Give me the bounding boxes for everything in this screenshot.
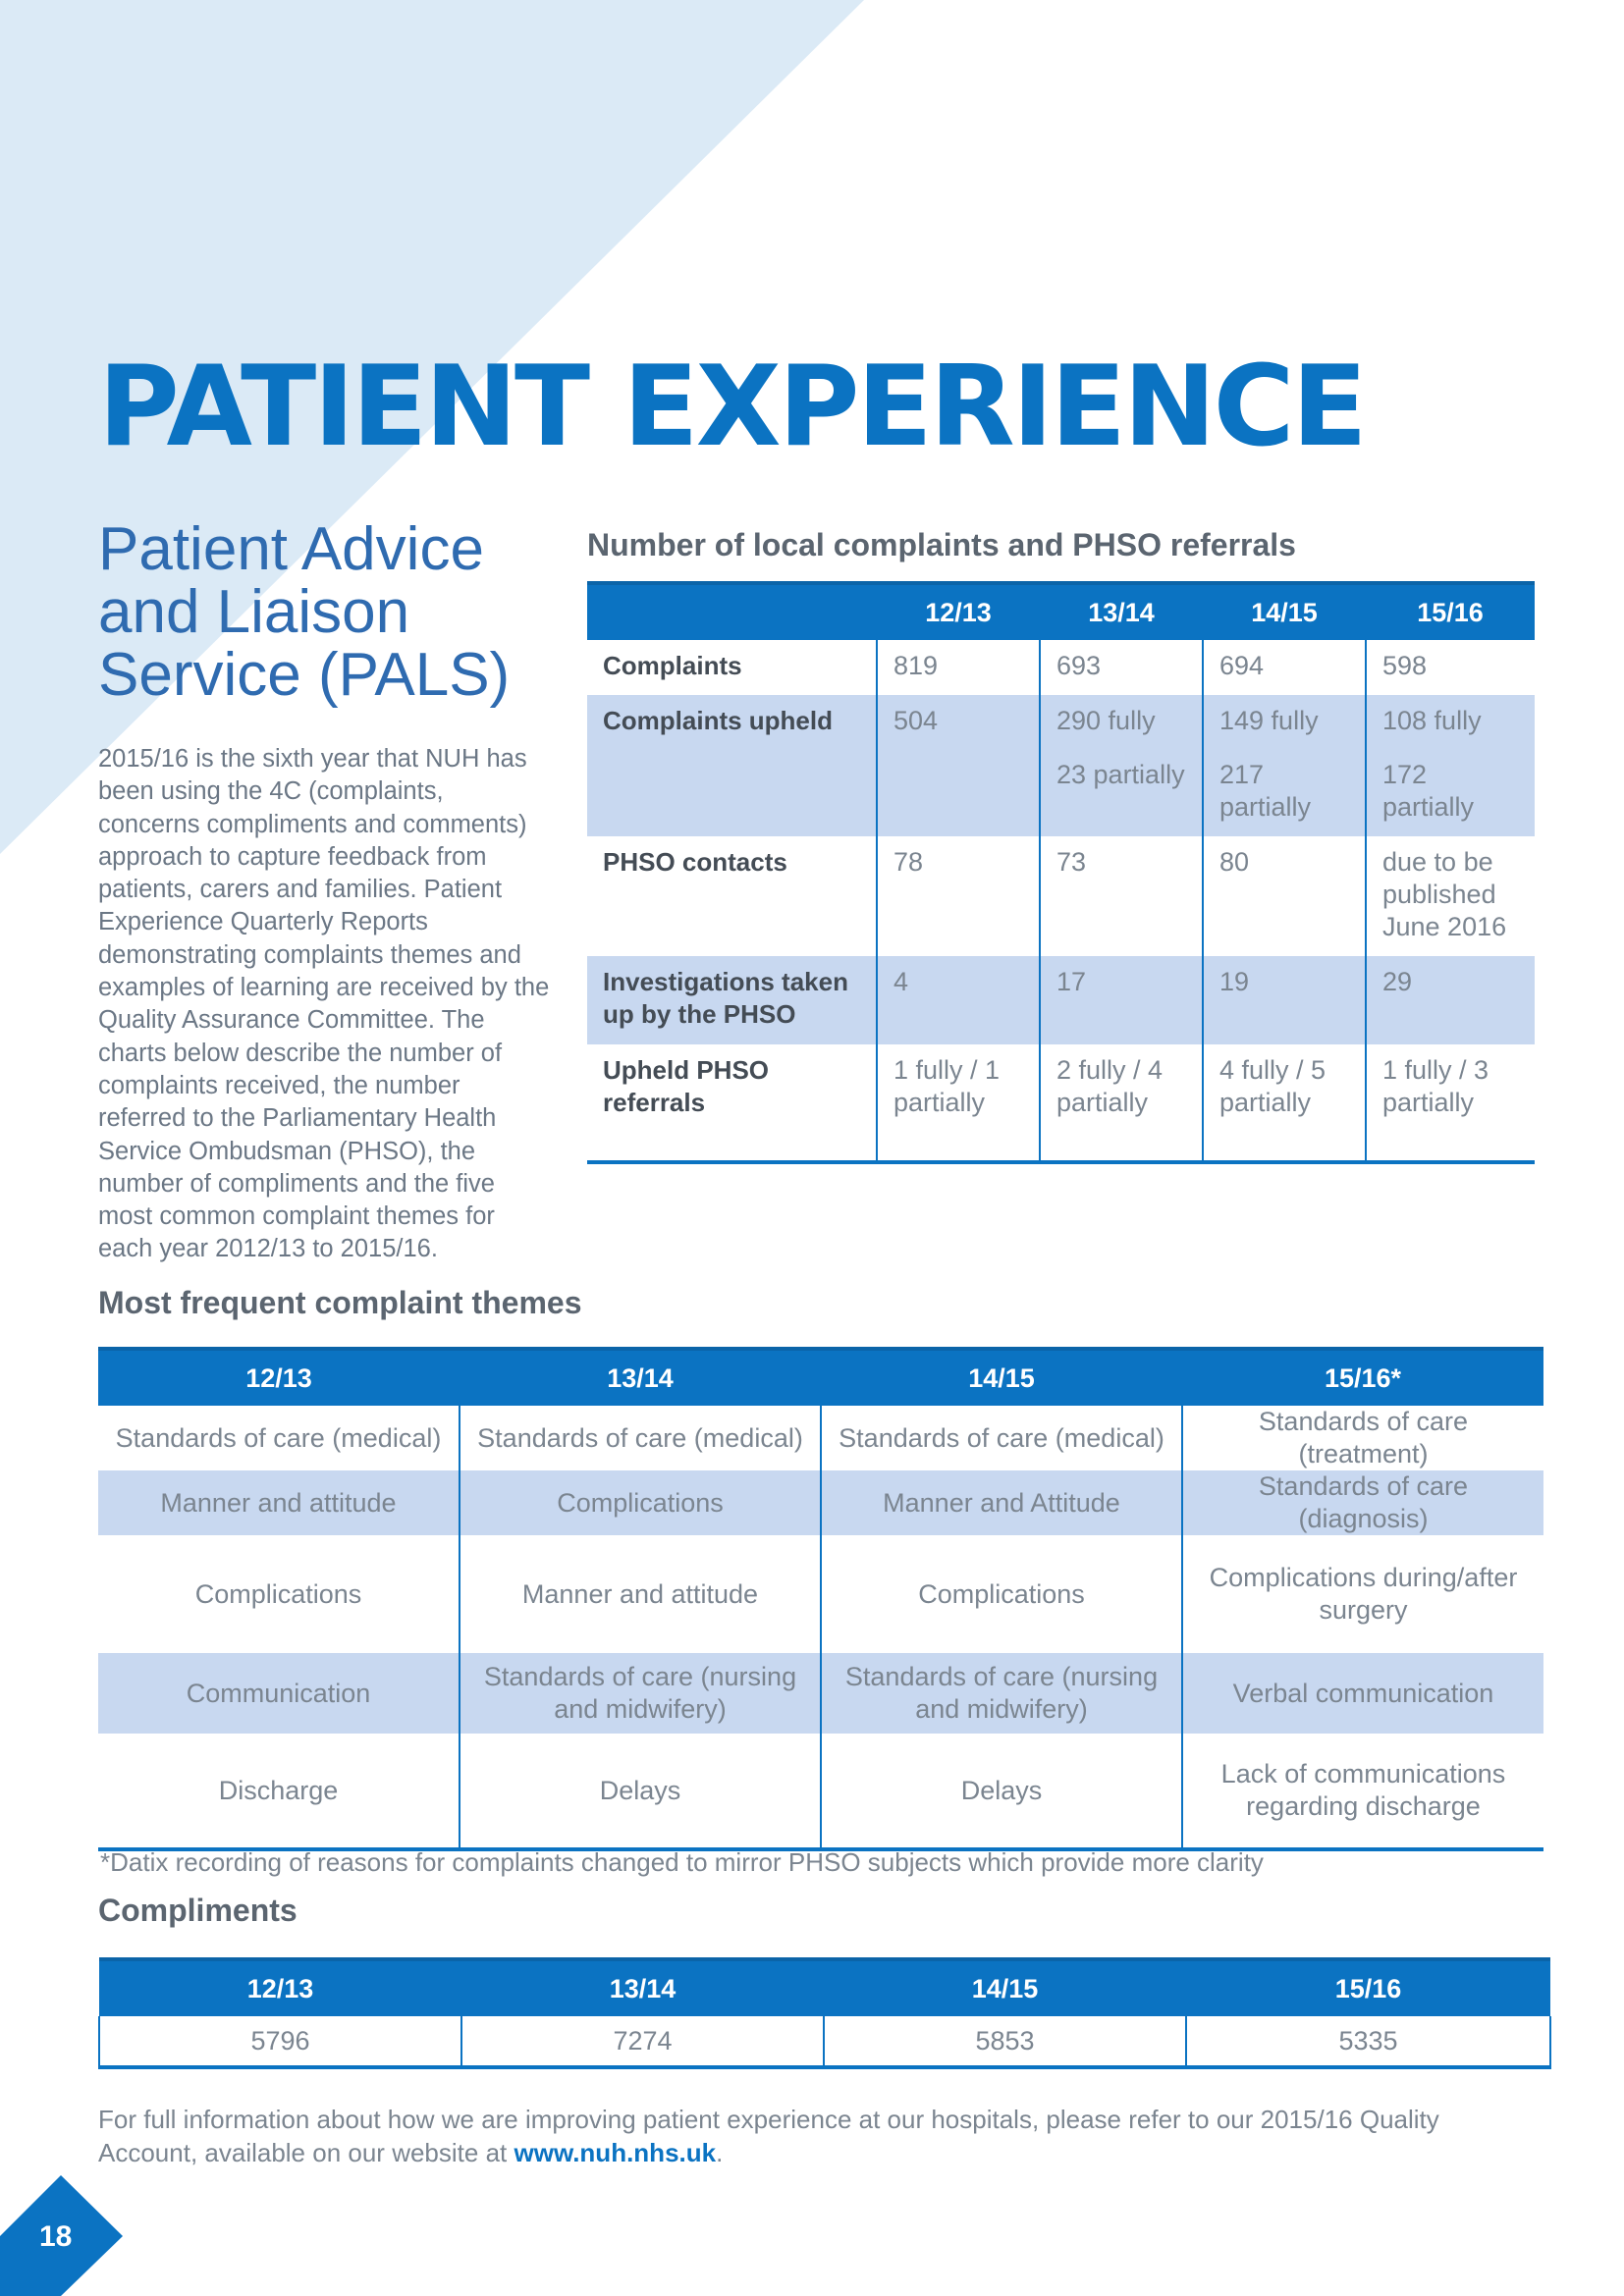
themes-footnote: *Datix recording of reasons for complaints changed to mirror PHSO subjects which provide more clarity — [100, 1847, 1264, 1877]
table-row — [99, 2016, 1550, 2067]
table-cell: Delays — [460, 1734, 821, 1849]
page-title: PATIENT EXPERIENCE — [98, 342, 1365, 471]
table-cell: Lack of communications regarding discharge — [1220, 1759, 1506, 1821]
table-cell: Complications — [460, 1470, 821, 1535]
table-cell: 5853 — [824, 2016, 1186, 2067]
footer-text-end: . — [716, 2138, 724, 2167]
table-cell: Manner and attitude — [460, 1535, 821, 1653]
table-cell — [877, 695, 1040, 836]
cell-line-partially: 172 partially — [1382, 760, 1475, 822]
themes-table-title: Most frequent complaint themes — [98, 1285, 582, 1320]
table-cell: 19 — [1203, 956, 1366, 1044]
table-row — [587, 1044, 1535, 1162]
complaints-section — [587, 527, 1296, 563]
pals-heading: Patient Advice and Liaison Service (PALS) — [98, 515, 511, 709]
table-cell: 1 fully / 3 partially — [1382, 1055, 1489, 1117]
table-header-row — [99, 1959, 1550, 2016]
table-cell: Discharge — [98, 1734, 460, 1849]
complaints-table — [587, 581, 1535, 1164]
cell-line-partially: 217 partially — [1219, 760, 1312, 822]
cell-line-fully: 108 fully — [1382, 706, 1482, 735]
page-number: 18 — [39, 2220, 73, 2253]
column-header: 15/16 — [1186, 1959, 1550, 2016]
table-cell: Standards of care (nursing and midwifery) — [821, 1653, 1182, 1734]
table-header-row — [98, 1349, 1543, 1406]
column-header: 14/15 — [1203, 583, 1366, 640]
complaints-table-title: Number of local complaints and PHSO referrals — [587, 527, 1296, 562]
table-cell: 598 — [1382, 651, 1428, 680]
column-header: 12/13 — [98, 1349, 460, 1406]
column-header: 14/15 — [821, 1349, 1182, 1406]
compliments-table — [98, 1957, 1551, 2069]
column-header — [587, 583, 877, 640]
table-row — [587, 695, 1535, 836]
table-cell: 5335 — [1186, 2016, 1550, 2067]
table-cell — [1366, 695, 1535, 836]
table-cell: 17 — [1040, 956, 1203, 1044]
column-header: 12/13 — [877, 583, 1040, 640]
table-row — [98, 1535, 1543, 1653]
table-row — [98, 1406, 1543, 1470]
table-cell: Communication — [98, 1653, 460, 1734]
table-cell — [1040, 695, 1203, 836]
table-cell: 693 — [1040, 640, 1203, 695]
row-label: Upheld PHSO referrals — [587, 1044, 877, 1162]
column-header: 12/13 — [99, 1959, 461, 2016]
website-link[interactable]: www.nuh.nhs.uk — [514, 2138, 717, 2167]
table-cell: Standards of care (medical) — [821, 1406, 1182, 1470]
compliments-table-title: Compliments — [98, 1893, 298, 1928]
table-cell: 7274 — [461, 2016, 824, 2067]
table-row — [587, 956, 1535, 1044]
footer-text — [98, 2103, 1512, 2169]
cell-line-fully: 290 fully — [1056, 706, 1156, 735]
column-header: 13/14 — [1040, 583, 1203, 640]
table-cell: 4 — [877, 956, 1040, 1044]
table-cell: Delays — [821, 1734, 1182, 1849]
row-label: Complaints — [587, 640, 877, 695]
column-header: 14/15 — [824, 1959, 1186, 2016]
themes-section — [98, 1285, 582, 1321]
row-label: Investigations taken up by the PHSO — [587, 956, 877, 1044]
row-label: PHSO contacts — [587, 836, 877, 956]
table-cell: Standards of care (nursing and midwifery) — [460, 1653, 821, 1734]
table-cell: 4 fully / 5 partially — [1203, 1044, 1366, 1162]
table-cell: Manner and Attitude — [821, 1470, 1182, 1535]
table-row — [98, 1470, 1543, 1535]
table-cell: 2 fully / 4 partially — [1040, 1044, 1203, 1162]
column-header: 13/14 — [461, 1959, 824, 2016]
table-cell: 1 fully / 1 partially — [877, 1044, 1040, 1162]
table-row — [98, 1653, 1543, 1734]
compliments-section — [98, 1893, 298, 1929]
table-row — [98, 1734, 1543, 1849]
table-cell: Complications during/after surgery — [1209, 1563, 1518, 1625]
column-header: 13/14 — [460, 1349, 821, 1406]
table-cell: Standards of care (diagnosis) — [1182, 1470, 1543, 1535]
table-cell: 5796 — [99, 2016, 461, 2067]
cell-line-fully: 149 fully — [1219, 706, 1319, 735]
footer-text-body: For full information about how we are improving patient experience at our hospitals, please refer to our 2015/16 Quality Account, available on our website at — [98, 2105, 1439, 2167]
table-cell: Standards of care (medical) — [460, 1406, 821, 1470]
cell-line-partially: 23 partially — [1056, 760, 1185, 789]
column-header: 15/16 — [1366, 583, 1535, 640]
table-cell: Complications — [98, 1535, 460, 1653]
table-cell: Manner and attitude — [98, 1470, 460, 1535]
table-cell: 29 — [1366, 956, 1535, 1044]
table-row — [587, 640, 1535, 695]
table-cell: Verbal communication — [1182, 1653, 1543, 1734]
table-cell: Standards of care (medical) — [98, 1406, 460, 1470]
cell-line-fully: 504 — [893, 706, 939, 735]
themes-table — [98, 1347, 1543, 1851]
table-cell: Standards of care (treatment) — [1258, 1407, 1469, 1468]
table-cell: 694 — [1203, 640, 1366, 695]
table-row — [587, 836, 1535, 956]
row-label: Complaints upheld — [587, 695, 877, 836]
table-cell: 80 — [1203, 836, 1366, 956]
pals-body-text: 2015/16 is the sixth year that NUH has been using the 4C (complaints, concerns compliments and comments) approach to capture feedback from patients, carers and families. Patient Experience Quarterly Reports demonstrating complaints themes and examples of learning are received by the Quality Assurance Committee. The charts below describe the number of complaints received, the number referred to the Parliamentary Health Service Ombudsman (PHSO), the number of compliments and the five most common complaint themes for each year 2012/13 to 2015/16. — [98, 745, 550, 1263]
table-cell: Complications — [821, 1535, 1182, 1653]
table-cell: 78 — [877, 836, 1040, 956]
table-cell — [1203, 695, 1366, 836]
table-header-row — [587, 583, 1535, 640]
table-cell: 73 — [1040, 836, 1203, 956]
table-cell: 819 — [877, 640, 1040, 695]
table-cell: due to be published June 2016 — [1382, 847, 1507, 941]
column-header: 15/16* — [1182, 1349, 1543, 1406]
